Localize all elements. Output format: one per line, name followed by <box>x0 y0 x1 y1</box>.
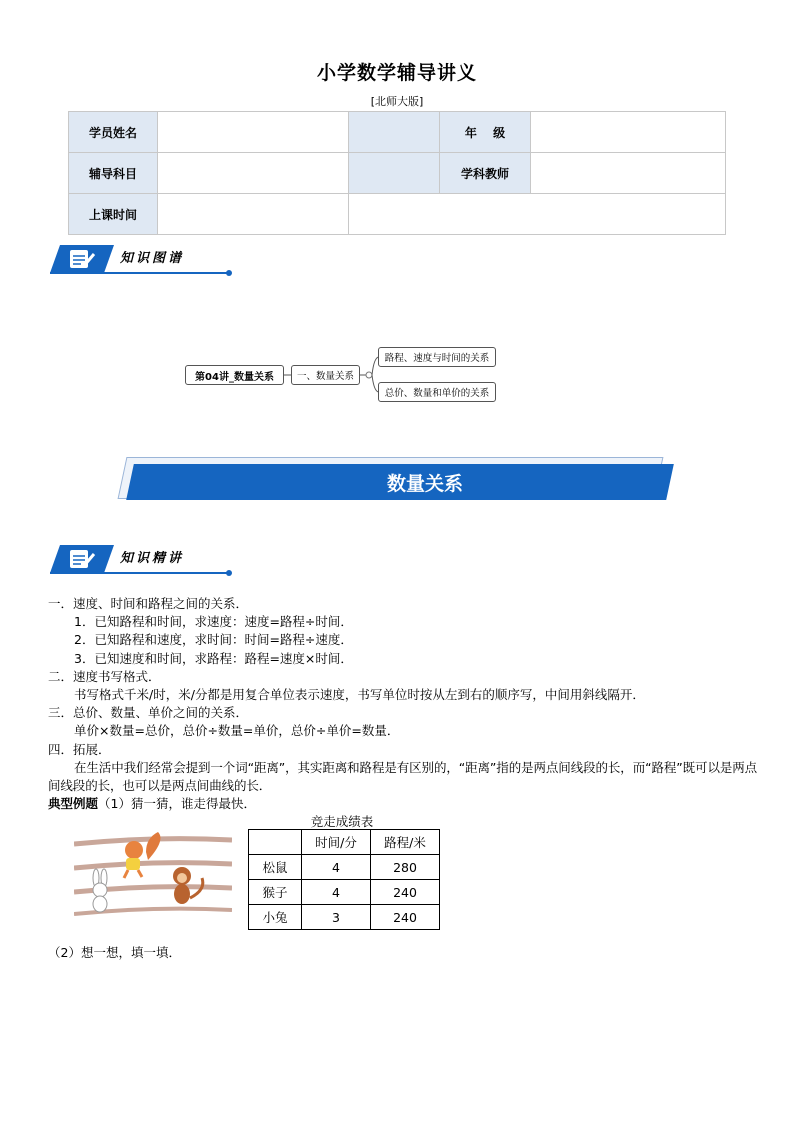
table-cell: 猴子 <box>249 880 302 905</box>
header-cell: 时间/分 <box>302 830 371 855</box>
pencil-note-icon <box>50 545 114 573</box>
grade-label: 年 级 <box>440 112 531 153</box>
section-underline <box>50 572 228 574</box>
heading-line: 二．速度书写格式． <box>48 668 161 684</box>
heading-line: 三．总价、数量、单价之间的关系． <box>48 705 249 721</box>
text-line: 书写格式千米/时，米/分都是用复合单位表示速度，书写单位时按从左到右的顺序写，中间用斜线隔开． <box>74 686 645 702</box>
subject-label: 辅导科目 <box>69 153 158 194</box>
heading-line: 一．速度、时间和路程之间的关系． <box>48 596 249 611</box>
mindmap-mid: 一、数量关系 <box>291 365 360 385</box>
table-cell: 松鼠 <box>249 855 302 880</box>
table-row <box>249 855 440 880</box>
grade-field[interactable] <box>531 112 726 153</box>
table-cell: 3 <box>302 905 371 930</box>
formula-line: 3．已知速度和时间，求路程：路程=速度×时间． <box>74 650 353 666</box>
heading-line: 四．拓展． <box>48 741 111 757</box>
shaded-cell <box>349 112 440 153</box>
formula-line: 1．已知路程和时间，求速度：速度=路程÷时间． <box>74 614 353 630</box>
table-cell: 4 <box>302 855 371 880</box>
table-cell: 240 <box>371 880 440 905</box>
lesson-content <box>48 595 758 813</box>
time-label: 上课时间 <box>69 194 158 235</box>
time-field[interactable] <box>158 194 349 235</box>
student-name-field[interactable] <box>158 112 349 153</box>
race-illustration <box>74 830 232 918</box>
edition-subtitle: [北师大版] <box>370 95 424 108</box>
page-title: 小学数学辅导讲义 <box>316 62 477 84</box>
section-label: 知识精讲 <box>120 551 185 566</box>
table-cell: 280 <box>371 855 440 880</box>
question-2: （2）想一想，填一填． <box>48 945 181 960</box>
race-table <box>248 829 440 930</box>
pencil-note-icon <box>50 245 114 273</box>
table-cell: 4 <box>302 880 371 905</box>
shaded-cell <box>349 153 440 194</box>
text-line: 单价×数量=总价，总价÷数量=单价，总价÷单价=数量． <box>74 723 400 739</box>
teacher-field[interactable] <box>531 153 726 194</box>
mindmap-root: 第04讲_数量关系 <box>185 365 284 385</box>
example-label: 典型例题 <box>48 796 99 812</box>
table-row <box>249 830 440 855</box>
section-header-knowledge-map <box>50 243 230 277</box>
student-info-table <box>68 111 726 235</box>
topic-banner <box>130 461 672 501</box>
section-underline <box>50 272 228 274</box>
formula-line: 2．已知路程和速度，求时间：时间=路程÷速度． <box>74 632 353 648</box>
banner-title: 数量关系 <box>386 473 463 495</box>
header-cell: 路程/米 <box>371 830 440 855</box>
subject-field[interactable] <box>158 153 349 194</box>
table-cell: 240 <box>371 905 440 930</box>
example-text: （1）猜一猜，谁走得最快． <box>98 796 256 812</box>
mindmap-leaf-speed: 路程、速度与时间的关系 <box>378 347 496 367</box>
section-dot <box>226 570 232 576</box>
race-table-caption: 竞走成绩表 <box>310 814 374 829</box>
table-row <box>249 905 440 930</box>
student-name-label: 学员姓名 <box>69 112 158 153</box>
mindmap-leaf-price: 总价、数量和单价的关系 <box>378 382 496 402</box>
example-line <box>48 795 758 813</box>
section-header-knowledge-explain <box>50 543 230 577</box>
section-dot <box>226 270 232 276</box>
table-cell: 小兔 <box>249 905 302 930</box>
table-row <box>249 880 440 905</box>
teacher-label: 学科教师 <box>440 153 531 194</box>
time-field-extra[interactable] <box>349 194 726 235</box>
section-label: 知识图谱 <box>120 251 185 266</box>
paragraph: 在生活中我们经常会提到一个词“距离”，其实距离和路程是有区别的，“距离”指的是两点间线段的长，而“路程”既可以是两点间线段的长，也可以是两点间曲线的长． <box>48 759 758 793</box>
header-cell <box>249 830 302 855</box>
